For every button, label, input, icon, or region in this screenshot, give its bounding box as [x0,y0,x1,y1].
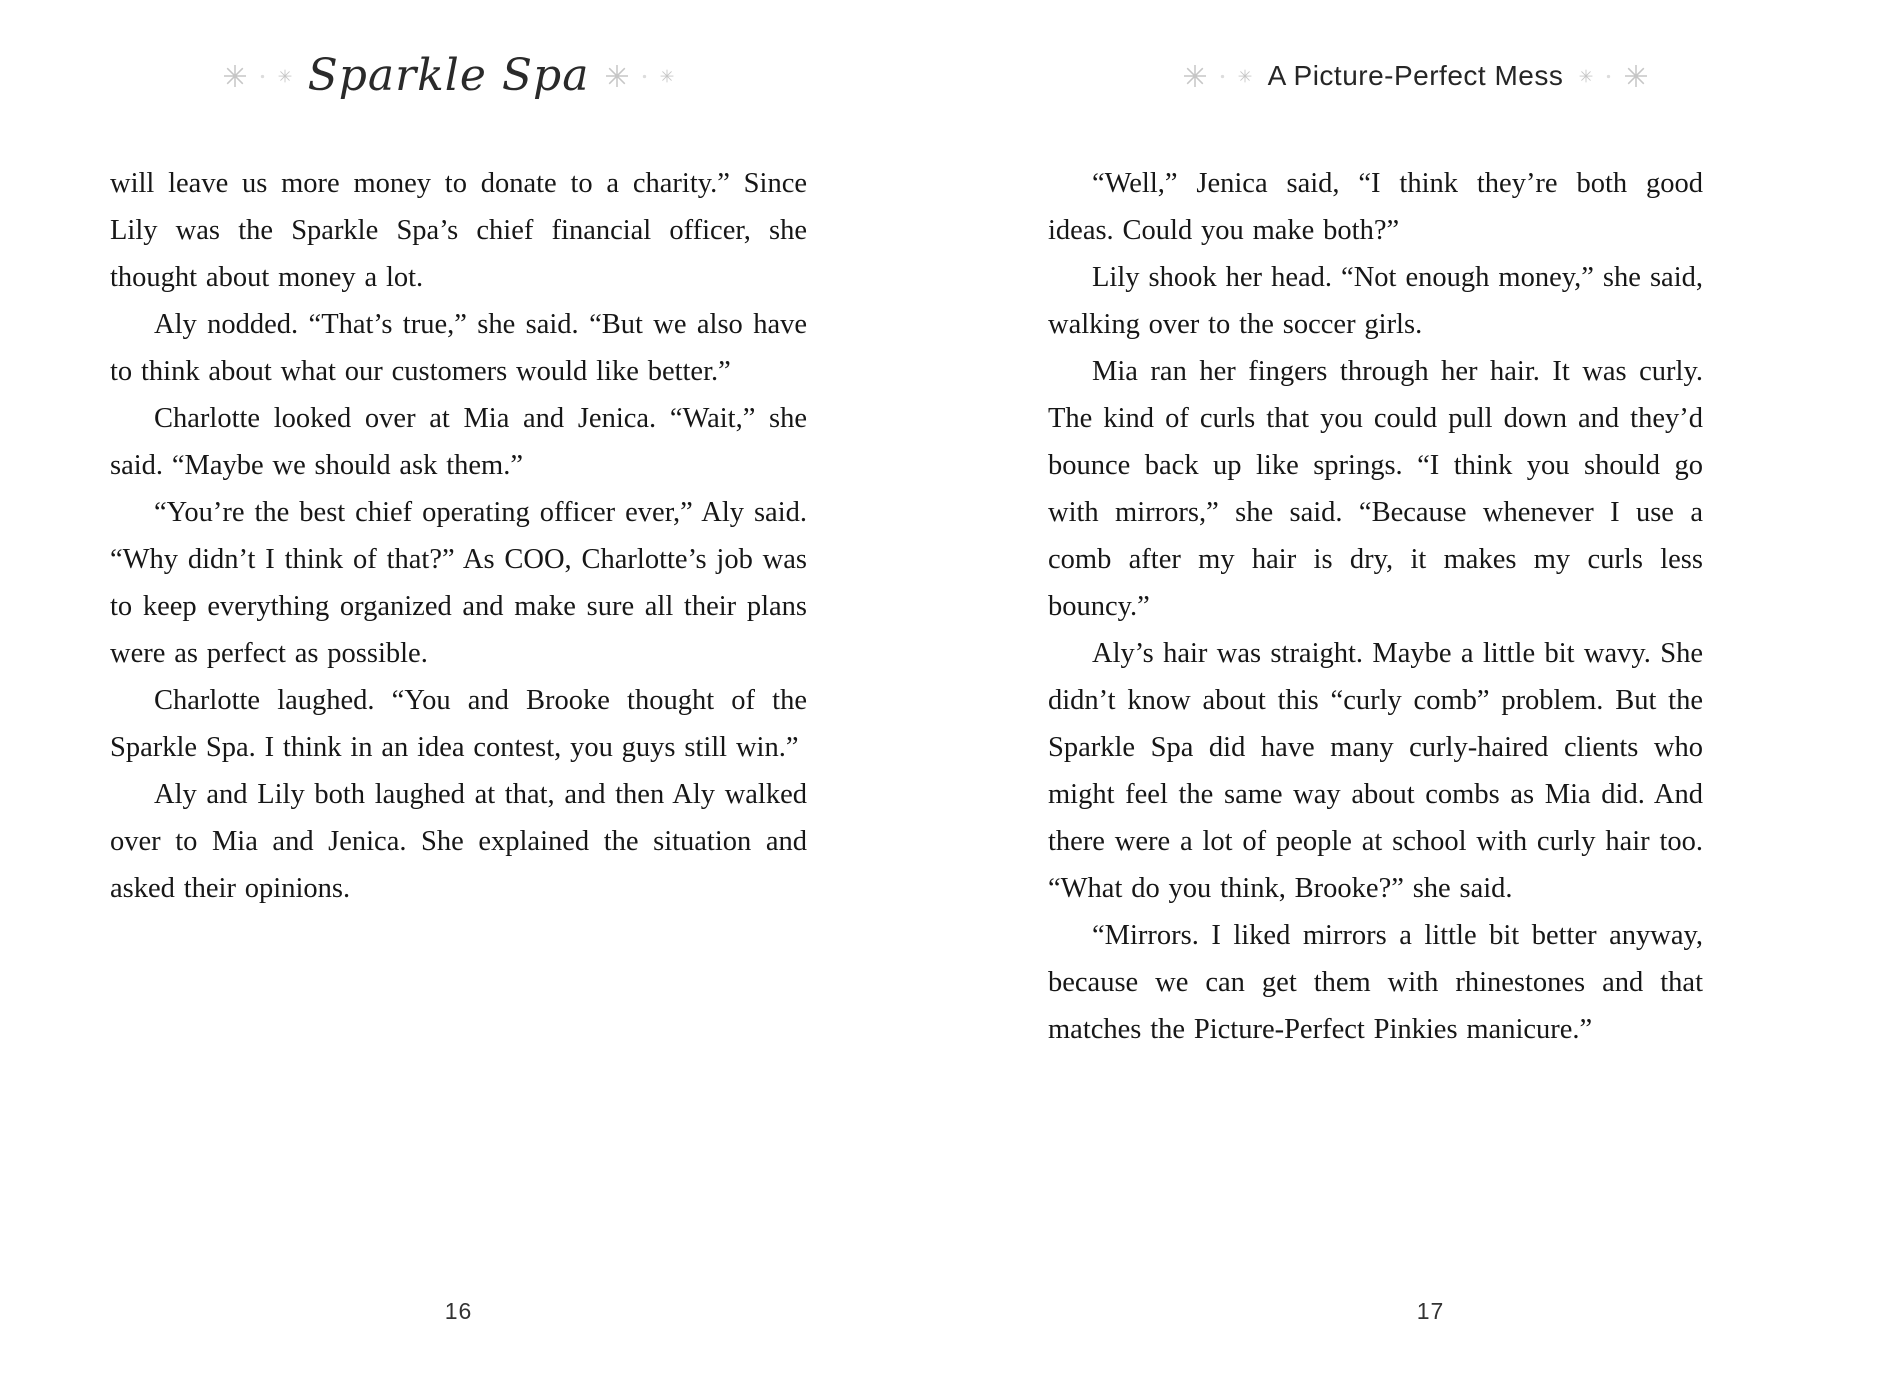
paragraph: Aly and Lily both laughed at that, and then Aly walked over to Mia and Jenica. She explained the situation and asked their opinions. [110,779,807,904]
paragraph: “Mirrors. I liked mirrors a little bit better anyway, because we can get them with rhinestones and that matches the Picture-Perfect Pinkies manicure.” [1048,920,1703,1045]
sparkle-star-icon [278,69,292,83]
paragraph: Charlotte looked over at Mia and Jenica. “Wait,” she said. “Maybe we should ask them.” [110,403,807,481]
paragraph: will leave us more money to donate to a charity.” Since Lily was the Sparkle Spa’s chief financial officer, she thought about money a lot. [110,168,807,293]
sparkle-star-icon [223,64,247,88]
sparkle-star-icon [1579,69,1593,83]
sparkle-stars-icon [1579,64,1648,88]
left-page [110,0,807,1396]
sparkle-dot-icon [259,73,266,80]
book-title: Sparkle Spa [307,50,590,101]
paragraph: “You’re the best chief operating officer ever,” Aly said. “Why didn’t I think of that?” As COO, Charlotte’s job was to keep everything organized and make sure all their plans were as perfect as possible. [110,497,807,669]
right-page-number: 17 [1416,1298,1445,1324]
sparkle-dot-icon [1605,73,1612,80]
paragraph: Aly’s hair was straight. Maybe a little bit wavy. She didn’t know about this “curly comb” problem. But the Sparkle Spa did have many curly-haired clients who might feel the same way about combs as Mia did. And there were a lot of people at school with curly hair too. “What do you think, Brooke?” she said. [1048,638,1703,904]
paragraph: Lily shook her head. “Not enough money,” she said, walking over to the soccer girls. [1048,262,1703,340]
left-page-text [110,160,807,912]
sparkle-dot-icon [1219,73,1226,80]
sparkle-star-icon [660,69,674,83]
chapter-title: A Picture-Perfect Mess [1267,60,1564,91]
left-page-header [110,44,787,108]
sparkle-star-icon [1624,64,1648,88]
sparkle-star-icon [1238,69,1252,83]
sparkle-star-icon [605,64,629,88]
right-page-text [1048,160,1703,1053]
paragraph: Mia ran her fingers through her hair. It was curly. The kind of curls that you could pull down and they’d bounce back up like springs. “I think you should go with mirrors,” she said. “Because whenever I use a comb after my hair is dry, it makes my curls less bouncy.” [1048,356,1703,622]
sparkle-dot-icon [641,73,648,80]
sparkle-stars-icon [223,64,292,88]
paragraph: Aly nodded. “That’s true,” she said. “But we also have to think about what our customers would like better.” [110,309,807,387]
sparkle-stars-icon [1183,64,1252,88]
paragraph: “Well,” Jenica said, “I think they’re both good ideas. Could you make both?” [1048,168,1703,246]
right-page-header [1128,44,1703,108]
paragraph: Charlotte laughed. “You and Brooke thought of the Sparkle Spa. I think in an idea contest, you guys still win.” [110,685,807,763]
sparkle-star-icon [1183,64,1207,88]
sparkle-stars-icon [605,64,674,88]
right-page [1048,0,1703,1396]
left-page-number: 16 [444,1298,473,1324]
